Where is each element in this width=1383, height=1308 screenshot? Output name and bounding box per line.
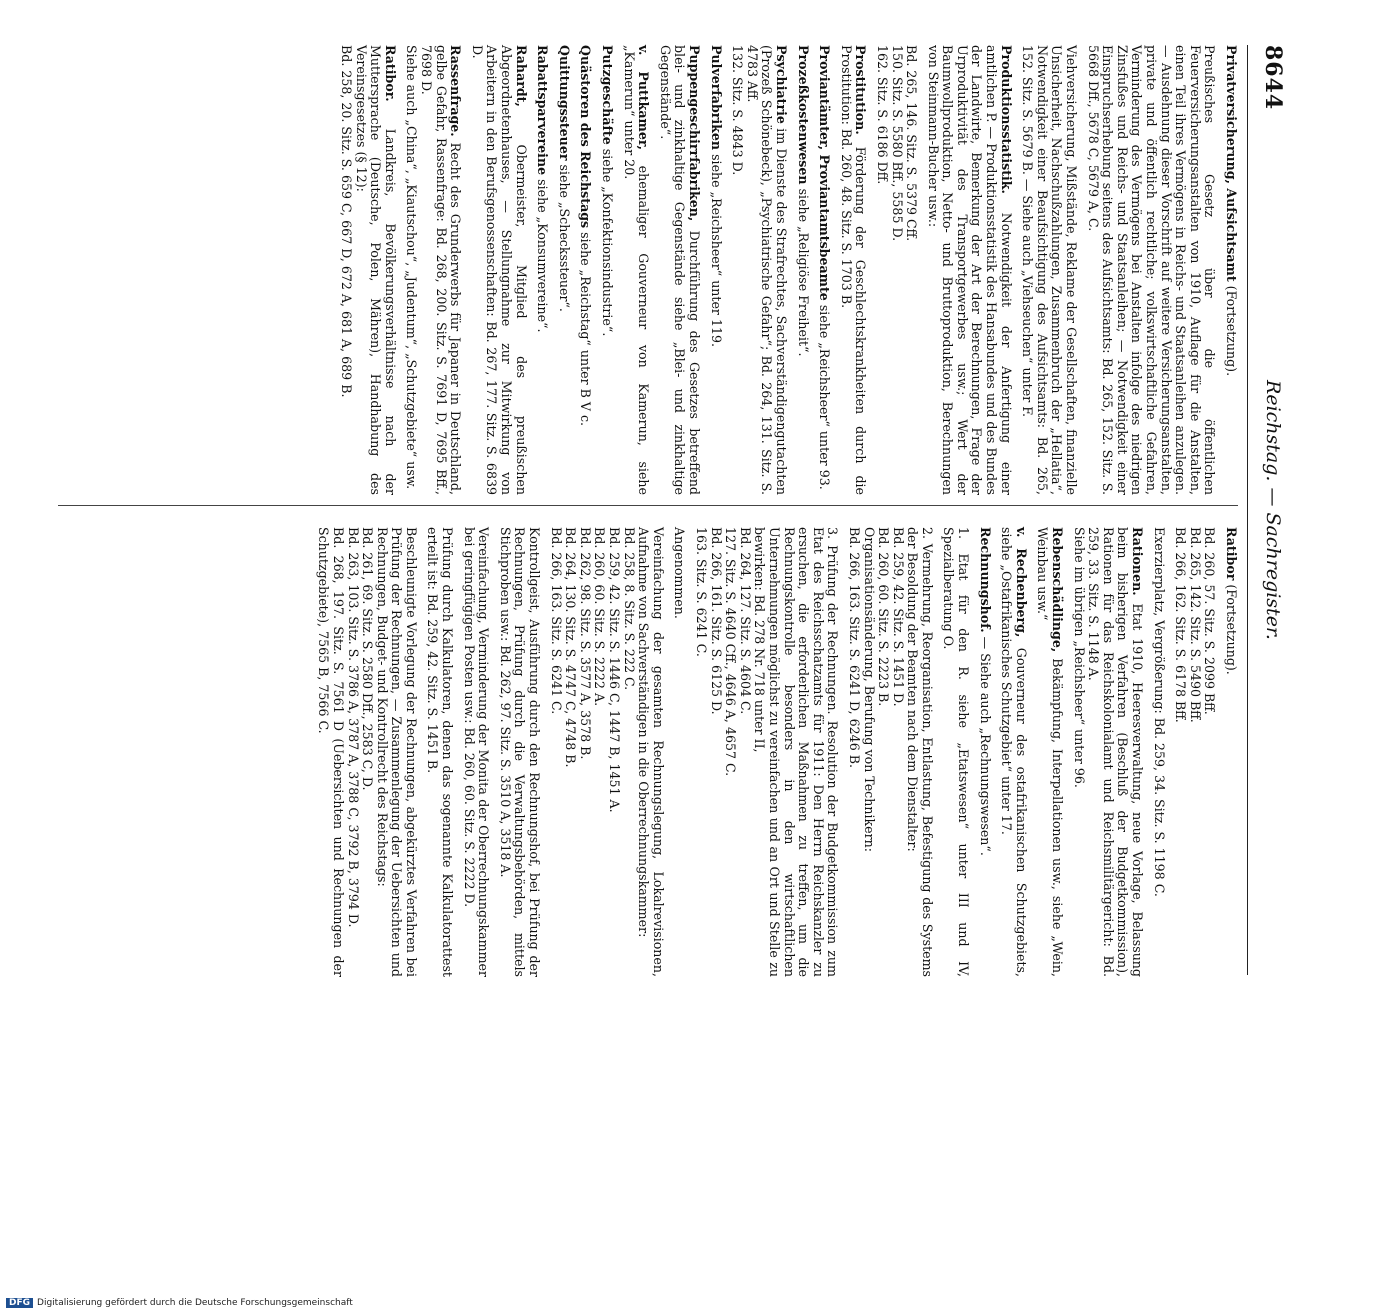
entry-keyword: Quittungssteuer xyxy=(556,45,572,161)
footer-credit xyxy=(6,1298,353,1308)
entry-text: Prüfung durch Kalkulatoren, denen das sogenannte Kalkulatorattest erteilt ist: Bd. 259, 42. Sitz. S. 1451 B. xyxy=(425,527,456,977)
entry-text: siehe „Reichsheer“ unter 93. xyxy=(817,304,833,490)
entry-text: 1. Etat für den R. siehe „Etatswesen“ unter III und IV, Spezialberatung O. xyxy=(941,527,972,977)
left-column xyxy=(332,45,1238,495)
index-entry xyxy=(795,45,810,495)
entry-text: Landkreis, Bevölkerungsverhältnisse nach der Muttersprache (Deutsche, Polen, Mähren), Handhabung des Vereinsgesetzes (§ 12): Bd. 258, 20. Sitz. S. 659 C, 667 D, 672 A, 681 A, 689 B. xyxy=(339,45,398,495)
entry-text: Bekämpfung, Interpellationen usw., siehe „Wein, Weinbau usw.“ xyxy=(1035,527,1066,977)
entry-keyword: v. Puttkamer, xyxy=(636,45,652,151)
column-divider xyxy=(58,505,1238,506)
index-entry xyxy=(874,45,918,495)
entry-keyword: Psychiatrie xyxy=(773,45,789,124)
page-header xyxy=(1246,45,1286,975)
index-entry xyxy=(469,45,527,495)
entry-text: 2. Vermehrung, Reorganisation, Entlastung, Befestigung des Systems der Besoldung der Beamten nach dem Dienstalter: Bd. 259, 42. Sitz. S. 1451 D. Bd. 260, 60. Sitz. S. 2223 B. Organisationsänderung, Berufung von Technikern: Bd. 266, 163. Sitz. S. 6241 D, 6246 B. xyxy=(846,527,935,977)
entry-text: Preußisches Gesetz über die öffentlichen Feuerversicherungsanstalten von 1910, Auflage für die Anstalten, einen Teil ihres Vermögens in Reichs- und Staatsanleihen anzulegen. — Ausdehnung dieser Vorschrift auf weitere Versicherungsanstalten, private und öffentlich rechtliche; volkswirtschaftliche Gefahren, Verminderung des Vermögens bei Anstalten infolge des niedrigen Zinsfußes und Reichs- und Staatsanleihen; — Notwendigkeit einer Einspruchserhebung seitens des Aufsichtsamts: Bd. 265, 152. Sitz. S. 5668 Dff., 5678 C, 5679 A, C. xyxy=(1085,45,1218,495)
entry-text: (Fortsetzung). xyxy=(1224,584,1239,675)
entry-text: siehe „Religiöse Freiheit“. xyxy=(795,188,811,357)
entry-text: Kontrollgeist, Ausführung durch den Rechnungshof, bei Prüfung der Rechnungen, Prüfung durch die Verwaltungsbehörden, mittels Stichproben usw.: Bd. 262, 97. Sitz. S. 3510 A, 3518 A. xyxy=(497,527,543,977)
index-entry xyxy=(925,45,1013,495)
entry-keyword: Rassenfrage. xyxy=(448,45,464,137)
entry-keyword: Putzgeschäfte xyxy=(600,45,616,145)
index-entry xyxy=(621,45,650,495)
index-entry xyxy=(316,527,418,977)
entry-keyword: v. Rechenberg, xyxy=(1013,527,1029,638)
index-entry xyxy=(461,527,490,977)
entry-text: Durchführung des Gesetzes betreffend blei- und zinkhaltige Gegenstände siehe „Blei- und zinkhaltige Gegenstände“. xyxy=(657,45,702,495)
index-entry xyxy=(425,527,454,977)
entry-text: Recht des Grunderwerbs für Japaner in Deutschland, gelbe Gefahr, Rassenfrage: Bd. 268, 200. Sitz. S. 7691 D, 7695 Bff., 7698 D. Siehe auch „China“, „Kiautschou“, „Judentum“, „Schutzgebiete“ usw. xyxy=(404,45,464,495)
entry-text: Angenommen. xyxy=(672,527,688,619)
entry-text: Vereinfachung der gesamten Rechnungslegung, Lokalrevisionen, Aufnahme von Sachverständigen in die Oberrechnungskammer: Bd. 258, 8. Sitz. S. 222 C. Bd. 259, 42. Sitz. S. 1446 C, 1447 B, 1451 A. Bd. 260, 60. Sitz. S. 2222 A. Bd. 262, 98. Sitz. S. 3577 A, 3578 B. Bd. 264, 130. Sitz. S. 4747 C, 4748 B. Bd. 266, 163. Sitz. S. 6241 C. xyxy=(548,527,666,977)
page-number: 8644 xyxy=(1260,45,1286,111)
index-entry xyxy=(578,45,593,495)
entry-keyword: Ratibor. xyxy=(382,45,398,102)
entry-text: ehemaliger Gouverneur von Kamerun, siehe „Kamerun“ unter 20. xyxy=(621,45,652,495)
index-entry xyxy=(817,45,832,495)
running-head: Reichstag. — Sachregister. xyxy=(1262,380,1284,640)
entry-keyword: Puppengeschirrfabriken, xyxy=(687,45,702,222)
index-entry xyxy=(548,527,665,977)
index-entry xyxy=(556,45,571,495)
entry-text: siehe „Konsumvereine“. xyxy=(535,179,551,333)
index-entry xyxy=(339,45,397,495)
index-entry xyxy=(693,527,839,977)
index-entry xyxy=(599,45,614,495)
entry-text: 3. Prüfung der Rechnungen. Resolution der Budgetkommission zum Etat des Reichsschatzamts für 1911: Den Herrn Reichskanzler zu ersuchen, die erforderlichen Maßnahmen zu treffen, um die Rechnungskontrolle besonders in den wirtschaftlichen Unternehmungen möglichst zu vereinfachen und an Ort und Stelle zu bewirken: Bd. 278 Nr. 718 unter II, Bd. 264, 127. Sitz. S. 4604 C. 127. Sitz. S. 4640 Cff., 4646 A, 4657 C. Bd. 266, 161. Sitz. S. 6125 D. 163. Sitz. S. 6241 C. xyxy=(694,527,841,977)
index-entry xyxy=(1020,45,1078,495)
right-column xyxy=(309,527,1238,977)
entry-text: — Siehe auch „Rechnungswesen“. xyxy=(977,636,993,856)
index-entry xyxy=(1085,45,1216,495)
index-entry xyxy=(941,527,970,977)
entry-text: Viehversicherung, Mißstände, Reklame der Gesellschaften, finanzielle Unsicherheit, Nachschußzahlungen, Zusammenbruch der „Hellatia“, Notwendigkeit einer Beaufsichtigung des Aufsichtsamts: Bd. 265, 152. Sitz. S. 5679 B. — Siehe auch „Viehseuchen“ unter F. xyxy=(1020,45,1080,495)
index-entry xyxy=(977,527,992,977)
entry-keyword: Quästoren des Reichstags xyxy=(578,45,594,229)
entry-keyword: Rahardt, xyxy=(513,45,529,107)
footer-text: Digitalisierung gefördert durch die Deutsche Forschungsgemeinschaft xyxy=(37,1298,353,1308)
index-entry xyxy=(846,527,934,977)
entry-keyword: Pulverfabriken xyxy=(708,45,724,151)
index-entry xyxy=(1151,527,1166,977)
entry-keyword: Rechnungshof. xyxy=(977,527,993,633)
entry-text: Notwendigkeit der Anfertigung einer amtlichen P. — Produktionsstatistik des Hansabundes und des Bundes der Landwirte, Bemerkung der Art der Berechnungen, Frage der Urproduktivität des Transportgewerbes usw.; Wert der Baumwollproduktion, Netto- und Bruttoproduktion, Berechnungen von Steinmann-Bucher usw.: xyxy=(925,45,1014,495)
entry-text: Bd. 265, 146. Sitz. S. 5379 Cff. 150. Sitz. S. 5580 Bff., 5585 D. 162. Sitz. S. 6186 Dff. xyxy=(874,45,920,242)
header-rule xyxy=(1247,45,1248,975)
entry-keyword: Prozeßkostenwesen xyxy=(795,45,811,185)
entry-keyword: Rebenschädlinge, xyxy=(1050,527,1066,653)
entry-text: im Dienste des Strafrechtes, Sachverständigengutachten (Prozeß Schönebeck), „Psychiatrische Gefahr“; Bd. 264, 131. Sitz. S. 4783 Aff. 132. Sitz. S. 4843 D. xyxy=(730,45,789,495)
entry-text: Etat 1910, Heeresverwaltung, neue Vorlage, Belassung beim bisherigen Verfahren (Beschluß der Budgetkommission), Rationen für das Reichskolonialamt und Reichsmilitärgericht: Bd. 259, 33. Sitz. S. 1148 A. Siehe im übrigen „Reichsheer“ unter 96. xyxy=(1071,527,1146,977)
entry-text: Förderung der Geschlechtskrankheiten durch die Prostitution: Bd. 260, 48. Sitz. S. 1703 B. xyxy=(838,45,869,495)
entry-text: Vereinfachung, Verminderung der Monita der Oberrechnungskammer bei geringfügigen Posten usw.: Bd. 260, 60. Sitz. S. 2222 D. xyxy=(461,527,492,977)
entry-text: siehe „Reichsheer“ unter 119. xyxy=(708,154,724,347)
entry-keyword: Prostitution. xyxy=(853,45,869,135)
entry-text: Bd. 260, 57. Sitz. S. 2099 Bff. Bd. 265, 142. Sitz. S. 5490 Bff. Bd. 266, 162. Sitz. S. 6178 Bff. xyxy=(1173,527,1218,723)
entry-text: Gouverneur des ostafrikanischen Schutzgebiets, siehe „Ostafrikanisches Schutzgebiet“ unter 17. xyxy=(999,527,1029,978)
index-entry xyxy=(838,45,867,495)
index-entry xyxy=(1223,45,1238,495)
entry-keyword: Privatversicherung, Aufsichtsamt xyxy=(1224,45,1239,282)
entry-text: siehe „Scheckssteuer“. xyxy=(556,164,572,312)
index-entry xyxy=(404,45,462,495)
index-entry xyxy=(1223,527,1238,977)
index-entry xyxy=(657,45,701,495)
entry-text: Exerzierplatz, Vergrößerung: Bd. 259, 34. Sitz. S. 1198 C. xyxy=(1151,527,1167,897)
index-entry xyxy=(708,45,723,495)
index-entry xyxy=(1035,527,1064,977)
index-entry xyxy=(497,527,541,977)
index-entry xyxy=(1173,527,1217,977)
entry-text: siehe „Konfektionsindustrie“. xyxy=(600,148,616,337)
entry-keyword: Ratibor xyxy=(1224,527,1239,581)
index-entry xyxy=(1071,527,1144,977)
entry-text: (Fortsetzung). xyxy=(1224,285,1239,377)
index-entry xyxy=(672,527,687,977)
index-entry xyxy=(535,45,550,495)
entry-keyword: Rabattsparvereine xyxy=(535,45,551,176)
entry-keyword: Rationen. xyxy=(1130,527,1146,596)
entry-text: Obermeister, Mitglied des preußischen Abgeordnetenhauses, — Stellungnahme zur Mitwirkung von Arbeitern in den Berufsgenossenschaften: Bd. 267, 177. Sitz. S. 6839 D. xyxy=(469,45,529,495)
entry-text: Beschleunigte Vorlegung der Rechnungen, abgekürztes Verfahren bei Prüfung der Rechnungen, — Zusammenlegung der Uebersichten und Rechnungen, Budget- und Kontrollrecht des Reichstags: Bd. 261, 69. Sitz. S. 2580 Dff., 2583 C, D. Bd. 263, 103. Sitz. S. 3786 A, 3787 A, 3788 C, 3792 B, 3794 D. Bd. 268, 197. Sitz. S. 7561 D (Uebersichten und Rechnungen der Schutzgebiete), 7565 B, 7566 C. xyxy=(316,527,419,977)
entry-keyword: Proviantämter, Proviantamtsbeamte xyxy=(817,45,833,301)
entry-text: siehe „Reichstag“ unter B V c. xyxy=(578,232,594,427)
index-entry xyxy=(999,527,1028,977)
entry-keyword: Produktionsstatistik. xyxy=(998,45,1014,194)
index-entry xyxy=(730,45,788,495)
dfg-logo: DFG xyxy=(6,1298,33,1308)
